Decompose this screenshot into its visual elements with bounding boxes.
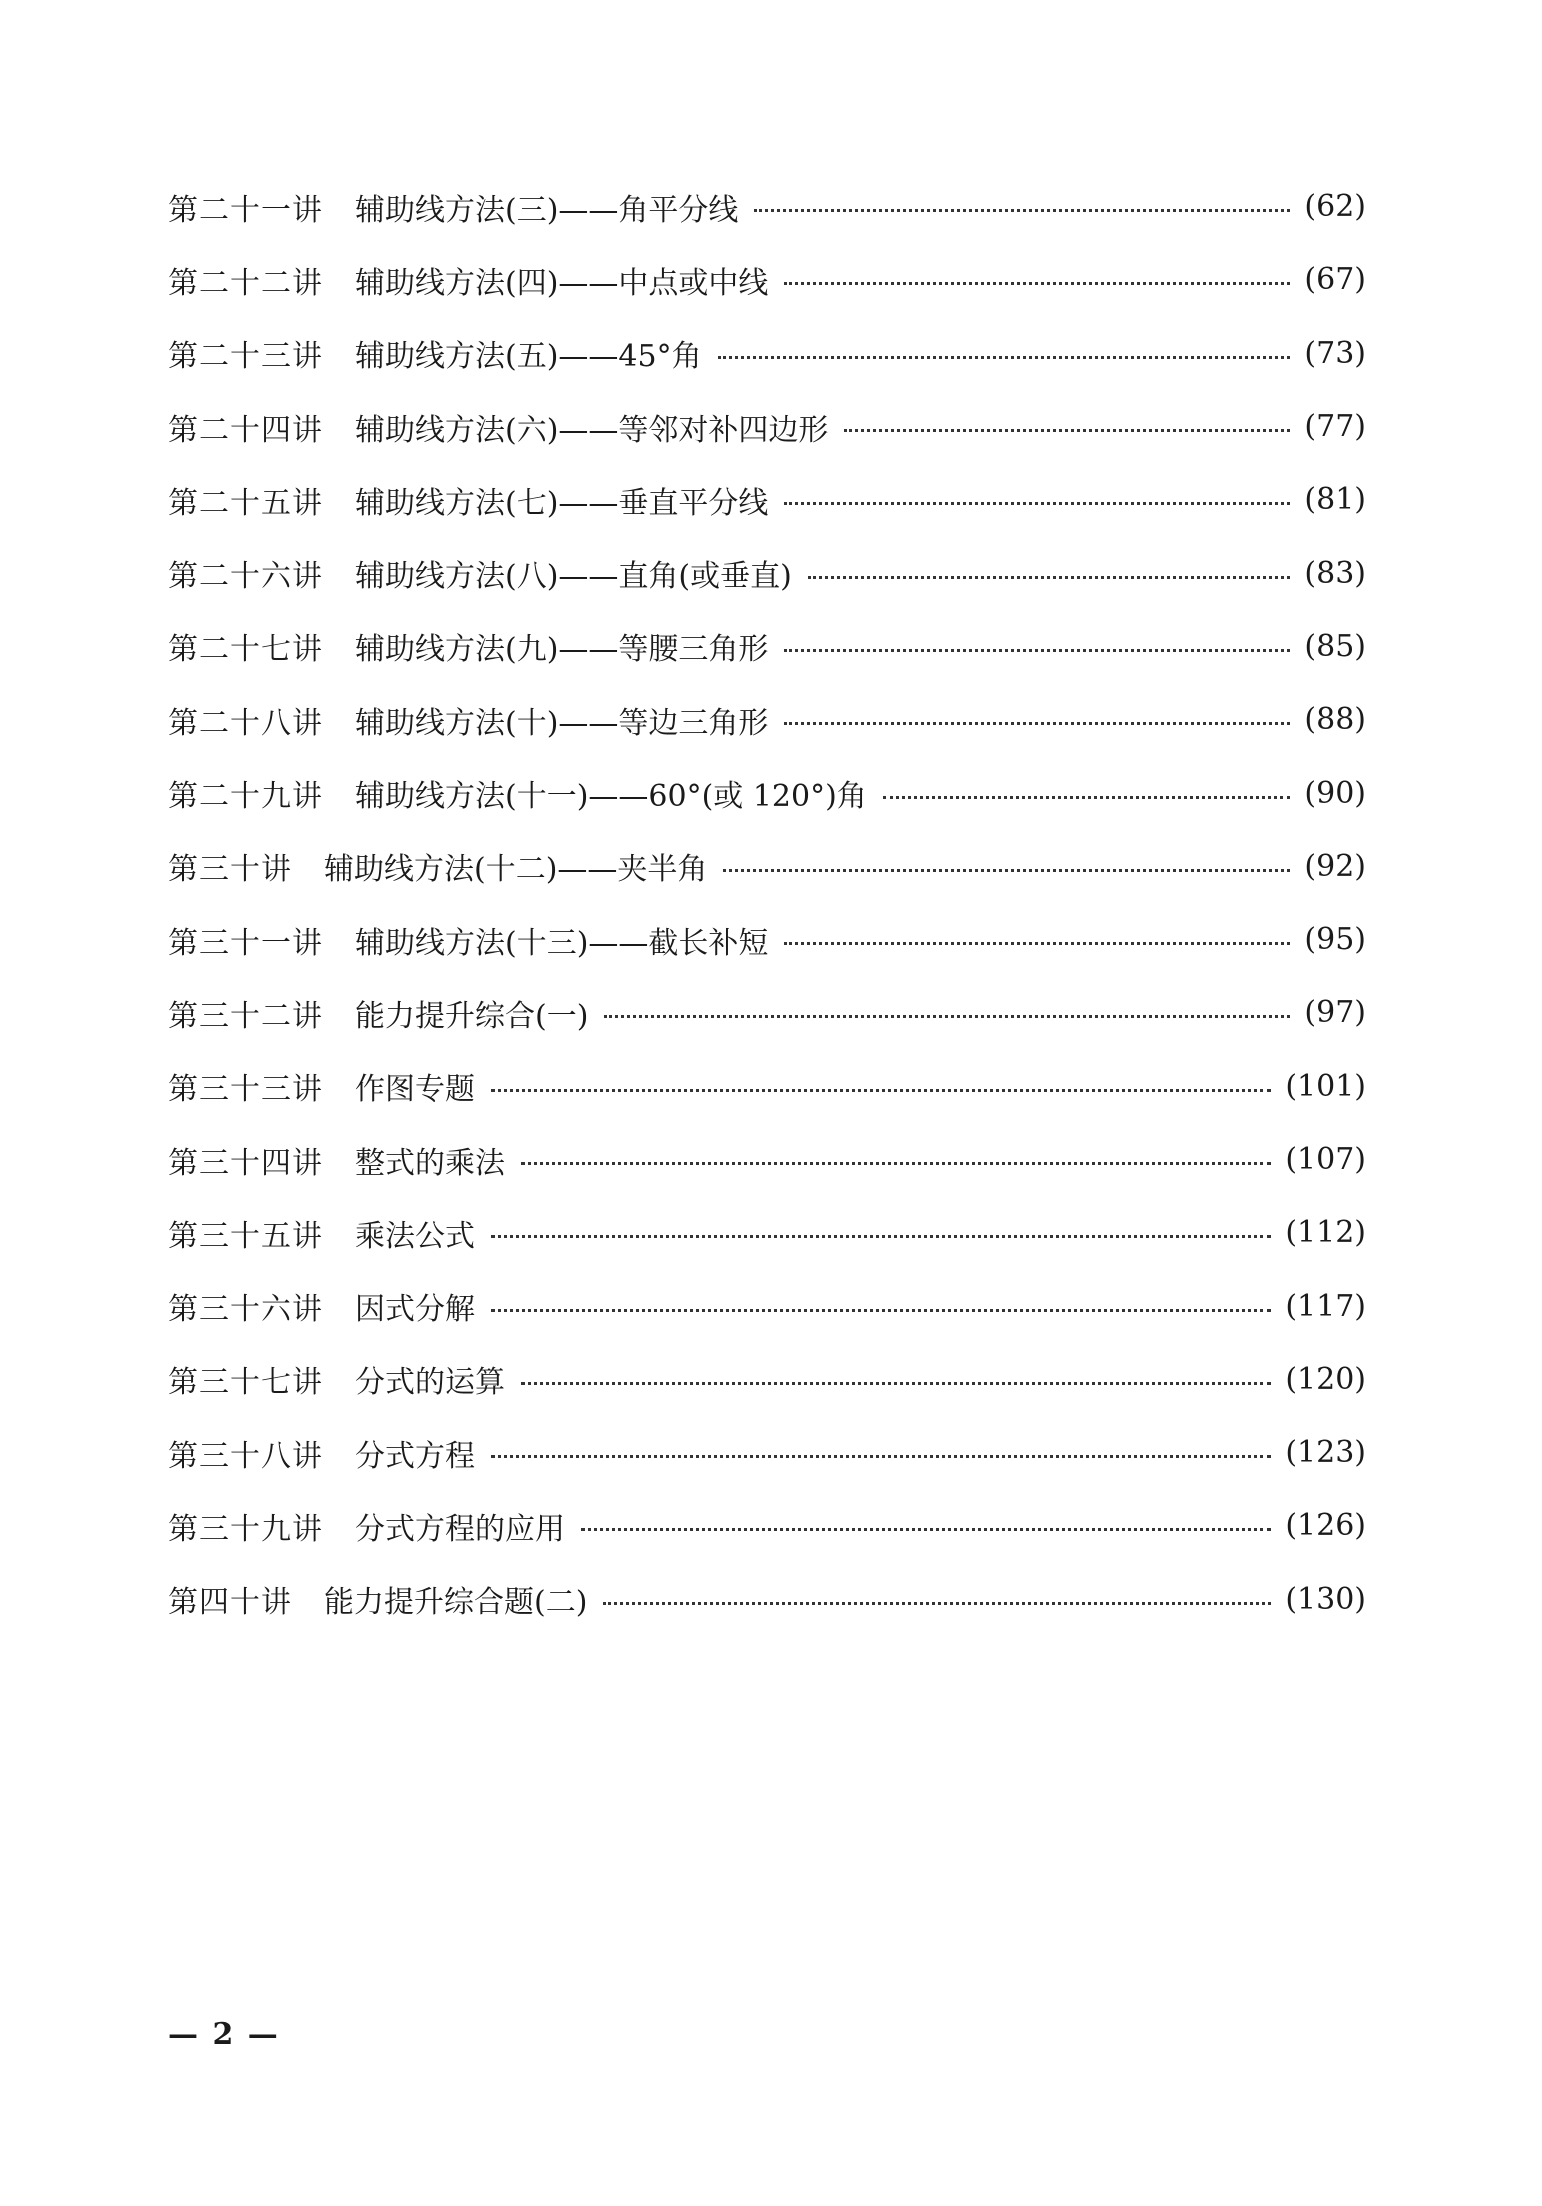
page-reference: (81) — [1304, 482, 1366, 518]
chapter-number: 第三十九讲 — [168, 1511, 323, 1547]
toc-entry[interactable] — [168, 756, 1366, 829]
toc-entry[interactable] — [168, 1343, 1366, 1416]
page-reference: (123) — [1285, 1435, 1366, 1471]
table-of-contents — [168, 170, 1366, 1636]
page-number: — 2 — — [168, 2017, 280, 2052]
dot-leader — [784, 502, 1290, 505]
chapter-title: 分式方程 — [355, 1438, 475, 1474]
dot-leader — [723, 869, 1290, 872]
dot-leader — [604, 1015, 1290, 1018]
chapter-number: 第二十六讲 — [168, 559, 323, 595]
chapter-title: 整式的乘法 — [355, 1145, 505, 1181]
chapter-title: 辅助线方法(十)——等边三角形 — [355, 705, 769, 741]
page-reference: (88) — [1304, 702, 1366, 738]
toc-entry[interactable] — [168, 1050, 1366, 1123]
toc-entry[interactable] — [168, 317, 1366, 390]
chapter-title: 辅助线方法(四)——中点或中线 — [355, 265, 769, 301]
page-reference: (92) — [1304, 848, 1366, 884]
chapter-title: 辅助线方法(十三)——截长补短 — [355, 925, 769, 961]
page-reference: (101) — [1285, 1068, 1366, 1104]
page-reference: (112) — [1285, 1215, 1366, 1251]
toc-entry[interactable] — [168, 170, 1366, 243]
toc-entry[interactable] — [168, 1563, 1366, 1636]
toc-entry[interactable] — [168, 1269, 1366, 1342]
toc-entry[interactable] — [168, 830, 1366, 903]
toc-entry[interactable] — [168, 390, 1366, 463]
chapter-number: 第二十八讲 — [168, 705, 323, 741]
toc-entry[interactable] — [168, 976, 1366, 1049]
chapter-number: 第三十七讲 — [168, 1365, 323, 1401]
chapter-number: 第四十讲 — [168, 1585, 292, 1621]
toc-entry[interactable] — [168, 1489, 1366, 1562]
chapter-number: 第二十二讲 — [168, 265, 323, 301]
page-reference: (120) — [1285, 1361, 1366, 1397]
chapter-number: 第三十八讲 — [168, 1438, 323, 1474]
chapter-number: 第二十九讲 — [168, 779, 323, 815]
toc-entry[interactable] — [168, 463, 1366, 536]
dot-leader — [754, 209, 1290, 212]
dot-leader — [718, 356, 1291, 359]
toc-entry[interactable] — [168, 610, 1366, 683]
dot-leader — [784, 282, 1290, 285]
dot-leader — [491, 1235, 1271, 1238]
chapter-title: 能力提升综合题(二) — [324, 1585, 588, 1621]
chapter-number: 第三十二讲 — [168, 998, 323, 1034]
toc-entry[interactable] — [168, 1416, 1366, 1489]
page-reference: (90) — [1304, 775, 1366, 811]
chapter-number: 第三十五讲 — [168, 1218, 323, 1254]
page-reference: (67) — [1304, 262, 1366, 298]
chapter-number: 第二十一讲 — [168, 192, 323, 228]
chapter-number: 第三十一讲 — [168, 925, 323, 961]
dot-leader — [603, 1602, 1271, 1605]
dot-leader — [491, 1089, 1271, 1092]
page-reference: (117) — [1285, 1288, 1366, 1324]
chapter-title: 分式的运算 — [355, 1365, 505, 1401]
page-reference: (97) — [1304, 995, 1366, 1031]
dot-leader — [581, 1528, 1271, 1531]
chapter-title: 辅助线方法(三)——角平分线 — [355, 192, 739, 228]
page-reference: (83) — [1304, 555, 1366, 591]
toc-entry[interactable] — [168, 683, 1366, 756]
page-reference: (77) — [1304, 409, 1366, 445]
chapter-number: 第三十六讲 — [168, 1292, 323, 1328]
page-reference: (85) — [1304, 628, 1366, 664]
dot-leader — [784, 942, 1290, 945]
toc-entry[interactable] — [168, 1196, 1366, 1269]
chapter-number: 第二十三讲 — [168, 339, 323, 375]
chapter-title: 辅助线方法(八)——直角(或垂直) — [355, 559, 792, 595]
page-reference: (95) — [1304, 922, 1366, 958]
page-reference: (62) — [1304, 189, 1366, 225]
chapter-title: 辅助线方法(九)——等腰三角形 — [355, 632, 769, 668]
dot-leader — [808, 576, 1291, 579]
chapter-number: 第二十七讲 — [168, 632, 323, 668]
toc-entry[interactable] — [168, 536, 1366, 609]
dot-leader — [491, 1455, 1271, 1458]
chapter-title: 作图专题 — [355, 1072, 475, 1108]
dot-leader — [491, 1309, 1271, 1312]
chapter-number: 第三十讲 — [168, 852, 292, 888]
page-reference: (73) — [1304, 335, 1366, 371]
chapter-title: 辅助线方法(七)——垂直平分线 — [355, 485, 769, 521]
chapter-title: 辅助线方法(十二)——夹半角 — [324, 852, 708, 888]
chapter-title: 乘法公式 — [355, 1218, 475, 1254]
dot-leader — [883, 796, 1291, 799]
chapter-number: 第二十五讲 — [168, 485, 323, 521]
chapter-title: 辅助线方法(五)——45°角 — [355, 339, 702, 375]
chapter-title: 辅助线方法(六)——等邻对补四边形 — [355, 412, 829, 448]
toc-entry[interactable] — [168, 243, 1366, 316]
page-reference: (107) — [1285, 1142, 1366, 1177]
chapter-title: 因式分解 — [355, 1292, 475, 1328]
toc-entry[interactable] — [168, 1123, 1366, 1196]
dot-leader — [784, 722, 1290, 725]
dot-leader — [784, 649, 1290, 652]
dot-leader — [521, 1162, 1271, 1165]
dot-leader — [844, 429, 1290, 432]
chapter-title: 辅助线方法(十一)——60°(或 120°)角 — [355, 779, 867, 815]
chapter-title: 能力提升综合(一) — [355, 998, 589, 1034]
chapter-number: 第二十四讲 — [168, 412, 323, 448]
dot-leader — [521, 1382, 1271, 1385]
page-reference: (126) — [1285, 1508, 1366, 1544]
page-reference: (130) — [1285, 1581, 1366, 1617]
chapter-number: 第三十四讲 — [168, 1145, 323, 1181]
chapter-number: 第三十三讲 — [168, 1072, 323, 1108]
toc-entry[interactable] — [168, 903, 1366, 976]
chapter-title: 分式方程的应用 — [355, 1511, 565, 1547]
